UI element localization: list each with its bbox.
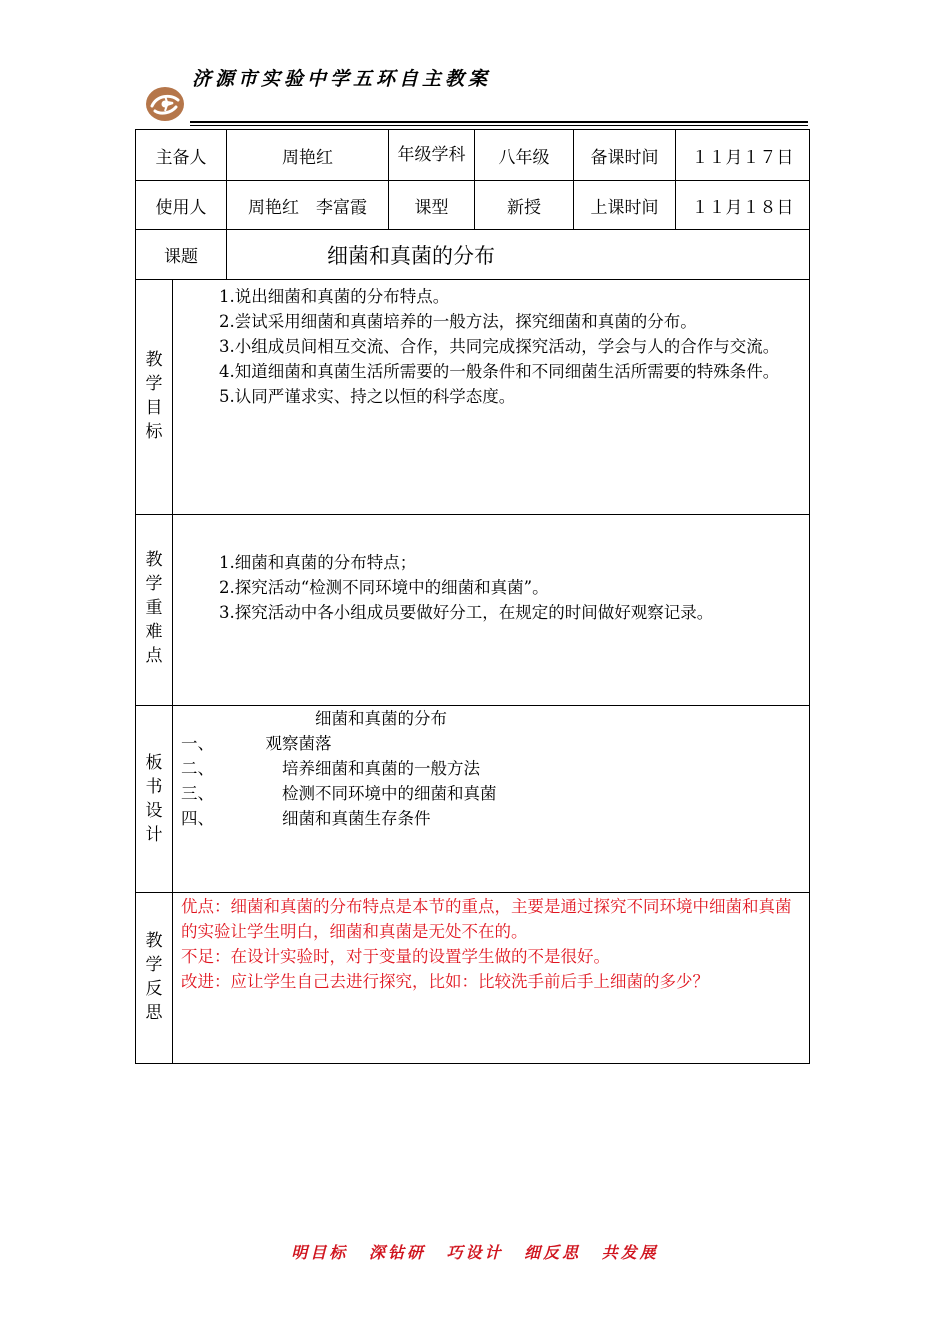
- board-label: [136, 706, 173, 893]
- objective-item: 1.说出细菌和真菌的分布特点。: [219, 287, 450, 306]
- footer-motto: 共发展: [601, 1243, 659, 1262]
- user-label: 使用人: [136, 181, 227, 230]
- key-points-row: [136, 515, 810, 706]
- key-points-label: [136, 515, 173, 706]
- objectives-label-char: 学: [145, 374, 163, 394]
- footer-motto: 巧设计: [446, 1243, 504, 1262]
- prep-time-label: 备课时间: [574, 130, 676, 181]
- preparer-value: 周艳红: [227, 130, 389, 181]
- objectives-label-char: 目: [145, 398, 163, 418]
- objectives-label-char: 教: [145, 350, 163, 370]
- lesson-type-value: 新授: [475, 181, 574, 230]
- board-content: [173, 706, 810, 893]
- board-item-text: 培养细菌和真菌的一般方法: [249, 759, 480, 778]
- footer-motto: 深钻研: [368, 1243, 426, 1262]
- key-points-label-char: 点: [145, 646, 163, 666]
- board-title: 细菌和真菌的分布: [315, 709, 447, 728]
- objective-item: 3.小组成员间相互交流、合作，共同完成探究活动，学会与人的合作与交流。: [219, 337, 780, 356]
- footer-motto: 细反思: [524, 1243, 582, 1262]
- reflection-row: [136, 893, 810, 1064]
- users-value: 周艳红 李富霞: [227, 181, 389, 230]
- topic-label: 课题: [136, 230, 227, 280]
- board-label-char: 板: [145, 753, 163, 773]
- reflection-label-char: 思: [145, 1003, 163, 1023]
- objective-item: 4.知道细菌和真菌生活所需要的一般条件和不同细菌生活所需要的特殊条件。: [219, 362, 780, 381]
- school-logo-icon: [145, 86, 185, 122]
- header-rule: [190, 121, 808, 123]
- board-item: [181, 731, 803, 756]
- grade-subject-value: 八年级: [475, 130, 574, 181]
- key-point-item: 3.探究活动中各小组成员要做好分工，在规定的时间做好观察记录。: [219, 603, 714, 622]
- footer-mottos: [0, 1240, 950, 1263]
- objectives-content: [173, 280, 810, 515]
- footer-motto: 明目标: [291, 1243, 349, 1262]
- reflection-label-char: 反: [145, 979, 163, 999]
- board-row: [136, 706, 810, 893]
- board-label-char: 计: [145, 825, 163, 845]
- key-points-content: [173, 515, 810, 706]
- board-label-char: 设: [145, 801, 163, 821]
- class-time-label: 上课时间: [574, 181, 676, 230]
- class-time-value: １１月１８日: [676, 181, 810, 230]
- objectives-label-char: 标: [145, 422, 163, 442]
- reflection-strengths: 优点：细菌和真菌的分布特点是本节的重点，主要是通过探究不同环境中细菌和真菌的实验让学生明白，细菌和真菌是无处不在的。: [181, 897, 792, 941]
- objective-item: 2.尝试采用细菌和真菌培养的一般方法，探究细菌和真菌的分布。: [219, 312, 697, 331]
- topic-row: [136, 230, 810, 280]
- key-points-label-char: 学: [145, 574, 163, 594]
- reflection-improvements: 改进：应让学生自己去进行探究，比如：比较洗手前后手上细菌的多少？: [181, 972, 709, 991]
- school-title: 济源市实验中学五环自主教案: [192, 68, 492, 90]
- board-item-text: 观察菌落: [249, 734, 332, 753]
- reflection-weaknesses: 不足：在设计实验时，对于变量的设置学生做的不是很好。: [181, 947, 610, 966]
- board-label-char: 书: [145, 777, 163, 797]
- reflection-label-char: 学: [145, 955, 163, 975]
- topic-value: 细菌和真菌的分布: [227, 230, 810, 280]
- grade-subject-label: 年级学科: [389, 130, 475, 181]
- reflection-label: [136, 893, 173, 1064]
- meta-row-2: [136, 181, 810, 230]
- lesson-type-label: 课型: [389, 181, 475, 230]
- prep-time-value: １１月１７日: [676, 130, 810, 181]
- key-point-item: 1.细菌和真菌的分布特点；: [219, 553, 417, 572]
- lesson-plan-table: [135, 129, 810, 1064]
- objectives-label: [136, 280, 173, 515]
- meta-row-1: [136, 130, 810, 181]
- reflection-content: [173, 893, 810, 1064]
- board-item: [181, 756, 803, 781]
- reflection-label-char: 教: [145, 931, 163, 951]
- board-item: [181, 781, 803, 806]
- objectives-row: [136, 280, 810, 515]
- preparer-label: 主备人: [136, 130, 227, 181]
- board-item: [181, 806, 803, 831]
- board-item-number: 二、: [181, 759, 214, 778]
- board-item-number: 三、: [181, 784, 214, 803]
- objective-item: 5.认同严谨求实、持之以恒的科学态度。: [219, 387, 516, 406]
- key-points-label-char: 教: [145, 550, 163, 570]
- key-points-label-char: 难: [145, 622, 163, 642]
- board-item-text: 细菌和真菌生存条件: [249, 809, 431, 828]
- board-item-text: 检测不同环境中的细菌和真菌: [249, 784, 497, 803]
- board-item-number: 四、: [181, 809, 214, 828]
- header-rule-thin: [190, 125, 808, 126]
- key-points-label-char: 重: [145, 598, 163, 618]
- key-point-item: 2.探究活动“检测不同环境中的细菌和真菌”。: [219, 578, 549, 597]
- board-item-number: 一、: [181, 734, 214, 753]
